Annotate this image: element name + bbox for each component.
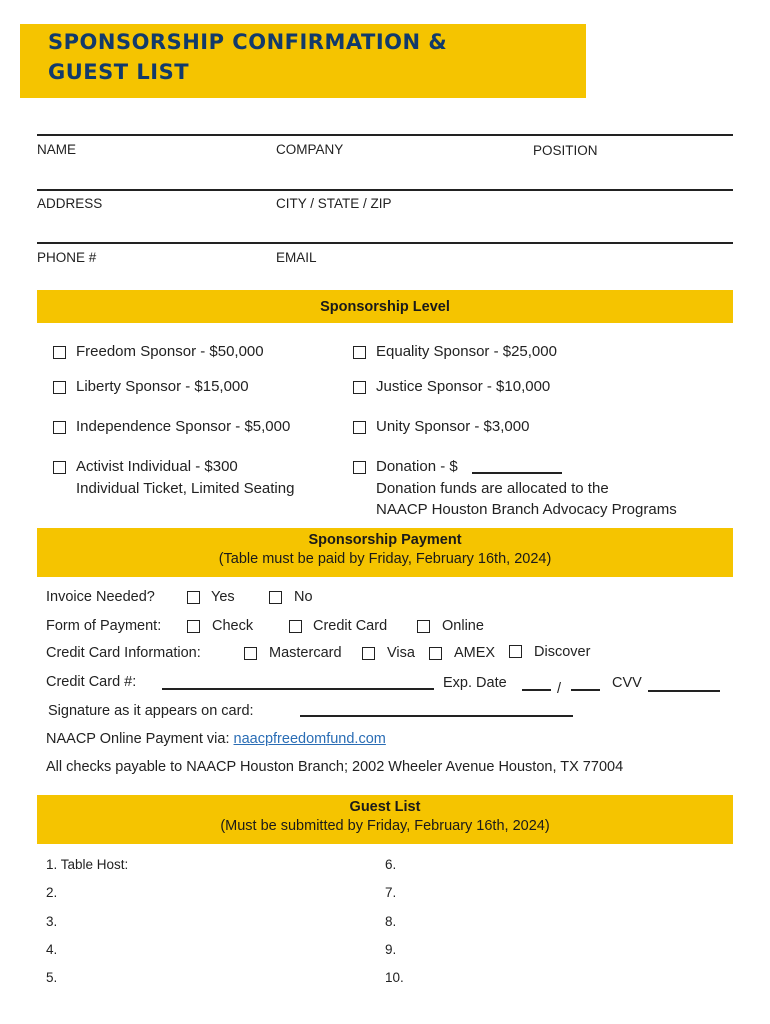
activist-individual-note: Individual Ticket, Limited Seating [76, 480, 295, 497]
phone-field-label: PHONE # [37, 250, 97, 265]
guest-entry-5[interactable]: 5. [46, 970, 58, 985]
online-payment-row [46, 731, 386, 747]
amex-checkbox[interactable] [429, 647, 442, 660]
cvv-line[interactable] [648, 690, 720, 692]
signature-label: Signature as it appears on card: [48, 703, 254, 719]
payment-online-checkbox[interactable] [417, 620, 430, 633]
email-field-label: EMAIL [276, 250, 317, 265]
amex-label: AMEX [454, 645, 496, 661]
sponsorship-level-title: Sponsorship Level [320, 299, 450, 315]
position-field-label: POSITION [533, 143, 598, 158]
credit-card-info-label: Credit Card Information: [46, 645, 201, 661]
independence-sponsor-label: Independence Sponsor - $5,000 [76, 418, 291, 435]
guest-list-header [37, 795, 733, 844]
guest-entry-6[interactable]: 6. [385, 857, 397, 872]
invoice-yes-label: Yes [211, 589, 235, 605]
credit-card-number-label: Credit Card #: [46, 674, 137, 690]
sponsorship-payment-title: Sponsorship Payment [308, 532, 462, 548]
sponsorship-level-header [37, 290, 733, 323]
company-field-label: COMPANY [276, 142, 344, 157]
address-field-label: ADDRESS [37, 196, 103, 211]
city-state-zip-field-label: CITY / STATE / ZIP [276, 196, 392, 211]
guest-entry-3[interactable]: 3. [46, 914, 58, 929]
equality-sponsor-label: Equality Sponsor - $25,000 [376, 343, 557, 360]
guest-list-subtitle: (Must be submitted by Friday, February 16th, 2024) [220, 818, 550, 834]
invoice-yes-checkbox[interactable] [187, 591, 200, 604]
freedom-sponsor-label: Freedom Sponsor - $50,000 [76, 343, 264, 360]
payment-check-label: Check [212, 618, 254, 634]
donation-amount-line[interactable] [472, 472, 562, 474]
payment-credit-card-label: Credit Card [313, 618, 388, 634]
exp-date-separator: / [557, 681, 562, 697]
exp-month-line[interactable] [522, 689, 551, 691]
donation-label: Donation - $ [376, 458, 458, 475]
payment-online-label: Online [442, 618, 484, 634]
guest-list-title: Guest List [349, 799, 421, 815]
liberty-sponsor-checkbox[interactable] [53, 381, 66, 394]
sponsorship-payment-subtitle: (Table must be paid by Friday, February 16th, 2024) [218, 551, 552, 567]
guest-entry-9[interactable]: 9. [385, 942, 397, 957]
signature-line[interactable] [300, 715, 573, 717]
liberty-sponsor-label: Liberty Sponsor - $15,000 [76, 378, 249, 395]
invoice-no-label: No [294, 589, 313, 605]
donation-checkbox[interactable] [353, 461, 366, 474]
mastercard-label: Mastercard [269, 645, 342, 661]
discover-label: Discover [534, 644, 591, 660]
divider [37, 242, 733, 244]
payment-credit-card-checkbox[interactable] [289, 620, 302, 633]
unity-sponsor-label: Unity Sponsor - $3,000 [376, 418, 530, 435]
credit-card-number-line[interactable] [162, 688, 434, 690]
divider [37, 134, 733, 136]
invoice-no-checkbox[interactable] [269, 591, 282, 604]
donation-note-line-2: NAACP Houston Branch Advocacy Programs [376, 501, 677, 518]
mastercard-checkbox[interactable] [244, 647, 257, 660]
justice-sponsor-checkbox[interactable] [353, 381, 366, 394]
online-payment-label: NAACP Online Payment via: [46, 731, 230, 747]
exp-date-label: Exp. Date [443, 675, 507, 691]
cvv-label: CVV [612, 675, 642, 691]
online-payment-link[interactable]: naacpfreedomfund.com [233, 731, 386, 747]
payment-check-checkbox[interactable] [187, 620, 200, 633]
divider [37, 189, 733, 191]
guest-entry-2[interactable]: 2. [46, 885, 58, 900]
unity-sponsor-checkbox[interactable] [353, 421, 366, 434]
donation-note-line-1: Donation funds are allocated to the [376, 480, 609, 497]
independence-sponsor-checkbox[interactable] [53, 421, 66, 434]
page-title-line-1: SPONSORSHIP CONFIRMATION & [48, 30, 448, 54]
guest-entry-8[interactable]: 8. [385, 914, 397, 929]
name-field-label: NAME [37, 142, 77, 157]
form-of-payment-label: Form of Payment: [46, 618, 162, 634]
invoice-needed-label: Invoice Needed? [46, 589, 155, 605]
justice-sponsor-label: Justice Sponsor - $10,000 [376, 378, 551, 395]
equality-sponsor-checkbox[interactable] [353, 346, 366, 359]
sponsorship-payment-header [37, 528, 733, 577]
exp-year-line[interactable] [571, 689, 600, 691]
visa-label: Visa [387, 645, 415, 661]
activist-individual-label: Activist Individual - $300 [76, 458, 238, 475]
guest-entry-7[interactable]: 7. [385, 885, 397, 900]
page-title-line-2: GUEST LIST [48, 60, 190, 84]
visa-checkbox[interactable] [362, 647, 375, 660]
guest-entry-4[interactable]: 4. [46, 942, 58, 957]
discover-checkbox[interactable] [509, 645, 522, 658]
freedom-sponsor-checkbox[interactable] [53, 346, 66, 359]
checks-payable-note: All checks payable to NAACP Houston Branch; 2002 Wheeler Avenue Houston, TX 77004 [46, 759, 624, 775]
guest-entry-1[interactable]: 1. Table Host: [46, 857, 129, 872]
guest-entry-10[interactable]: 10. [385, 970, 404, 985]
activist-individual-checkbox[interactable] [53, 461, 66, 474]
